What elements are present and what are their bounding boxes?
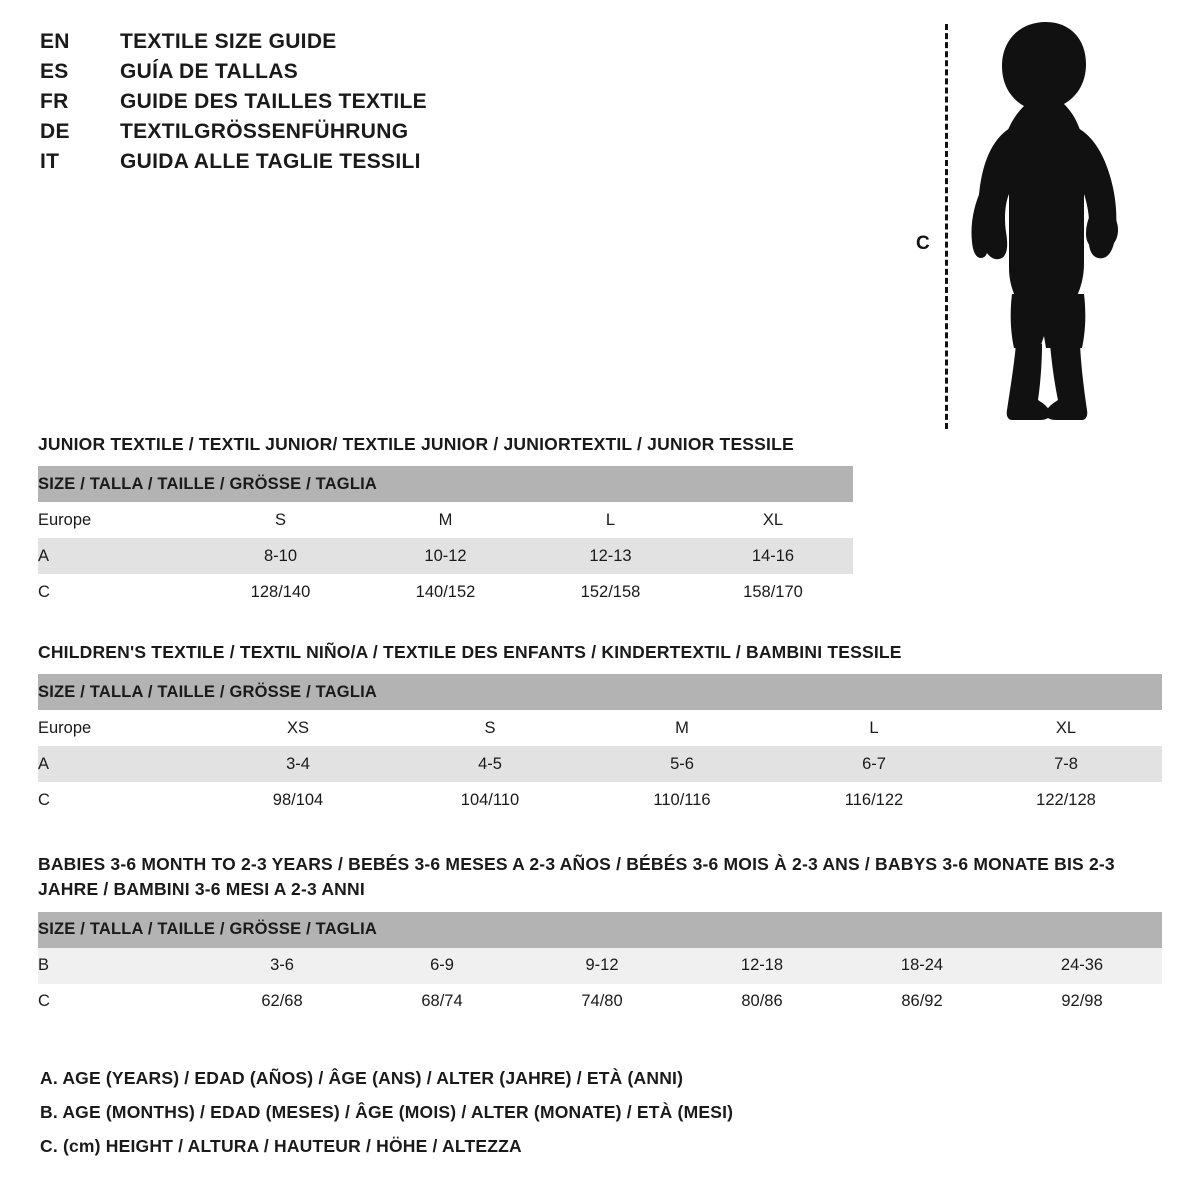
babies-size-table [38,912,1162,1020]
child-silhouette-icon [950,18,1140,428]
row-label: Europe [38,710,202,746]
row-label: Europe [38,502,198,538]
language-code: IT [40,150,60,173]
height-measure-label: C [916,233,930,254]
cell-value: 86/92 [842,984,1002,1020]
language-row [40,150,660,174]
cell-value: 152/158 [528,574,693,610]
table-row [38,502,853,538]
cell-value: XS [202,710,394,746]
cell-value: 5-6 [586,746,778,782]
language-title: TEXTILE SIZE GUIDE [120,30,337,53]
cell-value: 74/80 [522,984,682,1020]
height-measure-line [945,24,948,429]
cell-value: S [198,502,363,538]
language-row [40,120,660,144]
cell-value: 18-24 [842,948,1002,984]
table-row [38,538,853,574]
legend-line-c: C. (cm) HEIGHT / ALTURA / HAUTEUR / HÖHE / ALTEZZA [40,1136,522,1156]
legend-block [40,1068,1140,1170]
measurement-figure [900,18,1150,418]
cell-value: 128/140 [198,574,363,610]
size-header-cell: SIZE / TALLA / TAILLE / GRÖSSE / TAGLIA [38,912,1162,948]
table-header-row [38,466,853,502]
cell-value: 6-9 [362,948,522,984]
row-label: C [38,574,198,610]
cell-value: 6-7 [778,746,970,782]
section-junior [38,432,1162,610]
cell-value: L [778,710,970,746]
row-label: A [38,538,198,574]
cell-value: S [394,710,586,746]
cell-value: 4-5 [394,746,586,782]
cell-value: 80/86 [682,984,842,1020]
section-children [38,640,1162,818]
cell-value: 68/74 [362,984,522,1020]
legend-line-b: B. AGE (MONTHS) / EDAD (MESES) / ÂGE (MOIS) / ALTER (MONATE) / ETÀ (MESI) [40,1102,734,1122]
cell-value: 116/122 [778,782,970,818]
cell-value: 140/152 [363,574,528,610]
cell-value: XL [970,710,1162,746]
cell-value: L [528,502,693,538]
cell-value: 9-12 [522,948,682,984]
section-babies [38,852,1162,1020]
cell-value: 104/110 [394,782,586,818]
junior-size-table [38,466,853,610]
cell-value: XL [693,502,853,538]
language-row [40,90,660,114]
table-row [38,782,1162,818]
language-code: FR [40,90,69,113]
table-row [38,948,1162,984]
cell-value: 8-10 [198,538,363,574]
section-title: JUNIOR TEXTILE / TEXTIL JUNIOR/ TEXTILE JUNIOR / JUNIORTEXTIL / JUNIOR TESSILE [38,434,794,454]
cell-value: M [363,502,528,538]
language-code: DE [40,120,70,143]
language-row [40,60,660,84]
row-label: C [38,782,202,818]
cell-value: 12-13 [528,538,693,574]
language-title: GUIDE DES TAILLES TEXTILE [120,90,427,113]
table-header-row [38,674,1162,710]
cell-value: 24-36 [1002,948,1162,984]
table-row [38,746,1162,782]
cell-value: 3-6 [202,948,362,984]
section-title: BABIES 3-6 MONTH TO 2-3 YEARS / BEBÉS 3-6 MESES A 2-3 AÑOS / BÉBÉS 3-6 MOIS À 2-3 ANS / BABYS 3-6 MONATE BIS 2-3 JAHRE / BAMBINI 3-6 MESI A 2-3 ANNI [38,854,1115,900]
cell-value: 14-16 [693,538,853,574]
language-title-block [40,30,660,180]
language-code: EN [40,30,70,53]
language-row [40,30,660,54]
size-header-cell: SIZE / TALLA / TAILLE / GRÖSSE / TAGLIA [38,674,1162,710]
cell-value: 62/68 [202,984,362,1020]
cell-value: 12-18 [682,948,842,984]
children-size-table [38,674,1162,818]
table-row [38,574,853,610]
cell-value: M [586,710,778,746]
language-title: GUÍA DE TALLAS [120,60,299,83]
table-row [38,710,1162,746]
language-title: GUIDA ALLE TAGLIE TESSILI [120,150,421,173]
cell-value: 158/170 [693,574,853,610]
cell-value: 10-12 [363,538,528,574]
row-label: B [38,948,202,984]
row-label: C [38,984,202,1020]
cell-value: 98/104 [202,782,394,818]
cell-value: 122/128 [970,782,1162,818]
language-code: ES [40,60,69,83]
row-label: A [38,746,202,782]
cell-value: 3-4 [202,746,394,782]
legend-line-a: A. AGE (YEARS) / EDAD (AÑOS) / ÂGE (ANS) / ALTER (JAHRE) / ETÀ (ANNI) [40,1068,684,1088]
language-title: TEXTILGRÖSSENFÜHRUNG [120,120,409,143]
cell-value: 7-8 [970,746,1162,782]
table-header-row [38,912,1162,948]
cell-value: 110/116 [586,782,778,818]
table-row [38,984,1162,1020]
cell-value: 92/98 [1002,984,1162,1020]
section-title: CHILDREN'S TEXTILE / TEXTIL NIÑO/A / TEXTILE DES ENFANTS / KINDERTEXTIL / BAMBINI TESSILE [38,642,902,662]
size-header-cell: SIZE / TALLA / TAILLE / GRÖSSE / TAGLIA [38,466,853,502]
